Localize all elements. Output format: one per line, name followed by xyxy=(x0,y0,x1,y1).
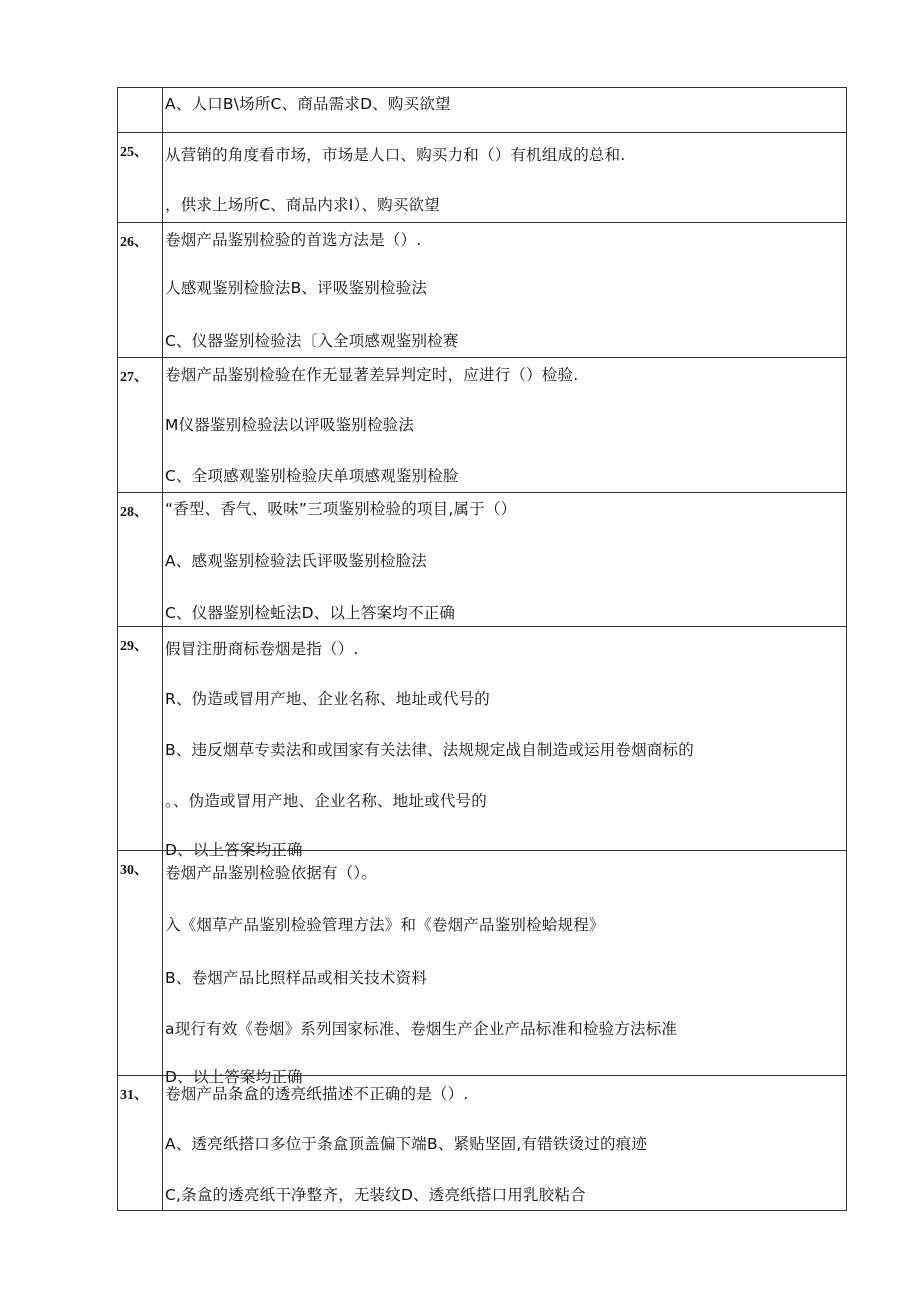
option-line: B、卷烟产品比照样品或相关技术资料 xyxy=(165,969,428,987)
question-text: 卷烟产品鉴别检验的首选方法是（）. xyxy=(165,231,422,249)
table-row xyxy=(118,132,846,222)
question-number: 28、 xyxy=(120,505,148,520)
question-number-cell xyxy=(118,133,163,222)
table-row xyxy=(118,357,846,492)
question-number-cell xyxy=(118,627,163,850)
option-line: A、感观鉴别检验法氏评吸鉴别检脸法 xyxy=(165,552,428,570)
table-row xyxy=(118,87,846,132)
question-number: 27、 xyxy=(120,370,148,385)
option-line: 人感观鉴别检脸法B、评吸鉴别检验法 xyxy=(165,279,428,297)
question-text: 卷烟产品条盒的透亮纸描述不正确的是（）. xyxy=(165,1085,469,1103)
option-line: C,条盒的透亮纸干净整齐，无装纹D、透亮纸搭口用乳胶粘合 xyxy=(165,1186,586,1204)
question-content-cell xyxy=(163,358,846,492)
option-line: R、伪造或冒用产地、企业名称、地址或代号的 xyxy=(165,690,490,708)
option-line: A、人口B\场所C、商品需求D、购买欲望 xyxy=(165,95,451,113)
table-row xyxy=(118,850,846,1086)
question-number-cell xyxy=(118,88,163,132)
option-line: ，供求上场所C、商品内求I）、购买欲望 xyxy=(165,196,440,214)
option-line: 入《烟草产品鉴别检验管理方法》和《卷烟产品鉴别检蛤规程》 xyxy=(165,916,605,934)
option-line: B、违反烟草专卖法和或国家有关法律、法规规定战自制造或运用卷烟商标的 xyxy=(165,741,694,759)
option-line: a现行有效《卷烟》系列国家标准、卷烟生产企业产品标准和检验方法标准 xyxy=(165,1020,678,1038)
option-line: D、以上答案均正确 xyxy=(165,1068,303,1086)
question-content-cell xyxy=(163,493,846,626)
table-row xyxy=(118,626,846,859)
question-table xyxy=(117,87,847,1211)
question-number: 25、 xyxy=(120,145,148,160)
question-number: 30、 xyxy=(120,863,148,878)
question-content-cell xyxy=(163,133,846,222)
question-number-cell xyxy=(118,223,163,357)
question-text: 卷烟产品鉴别检验依据有（）。 xyxy=(165,864,378,882)
question-content-cell xyxy=(163,1076,846,1210)
question-number: 26、 xyxy=(120,235,148,250)
question-text: 假冒注册商标卷烟是指（）. xyxy=(165,640,359,658)
question-text: 从营销的角度看市场，市场是人口、购买力和（）有机组成的总和. xyxy=(165,146,626,164)
question-text: 卷烟产品鉴别检验在作无显著差异判定时，应进行（）检验. xyxy=(165,366,579,384)
option-line: D、以上答案均正确 xyxy=(165,841,303,859)
option-line: C、仪器鉴别检蚯法D、以上答案均不正确 xyxy=(165,604,456,622)
question-text: “香型、香气、吸味”三项鉴别检验的项目,属于（） xyxy=(165,500,517,518)
question-content-cell xyxy=(163,88,846,132)
question-content-cell xyxy=(163,627,846,859)
question-content-cell xyxy=(163,223,846,357)
option-line: A、透亮纸搭口多位于条盒顶盖偏下端B、紧贴坚固,有错铁烫过的痕迹 xyxy=(165,1135,648,1153)
question-number: 29、 xyxy=(120,639,148,654)
table-row xyxy=(118,222,846,357)
option-line: C、仪器鉴别检验法〔入全项感观鉴别检赛 xyxy=(165,332,459,350)
question-content-cell xyxy=(163,851,846,1086)
option-line: M仪器鉴别检验法以评吸鉴别检验法 xyxy=(165,416,415,434)
table-row xyxy=(118,1075,846,1211)
table-row xyxy=(118,492,846,626)
option-line: C、全项感观鉴别检验庆单项感观鉴别检脸 xyxy=(165,467,459,485)
question-number-cell xyxy=(118,851,163,1075)
question-number-cell xyxy=(118,493,163,626)
option-line: 。、伪造或冒用产地、企业名称、地址或代号的 xyxy=(165,792,487,810)
question-number-cell xyxy=(118,358,163,492)
question-number: 31、 xyxy=(120,1088,148,1103)
question-number-cell xyxy=(118,1076,163,1210)
